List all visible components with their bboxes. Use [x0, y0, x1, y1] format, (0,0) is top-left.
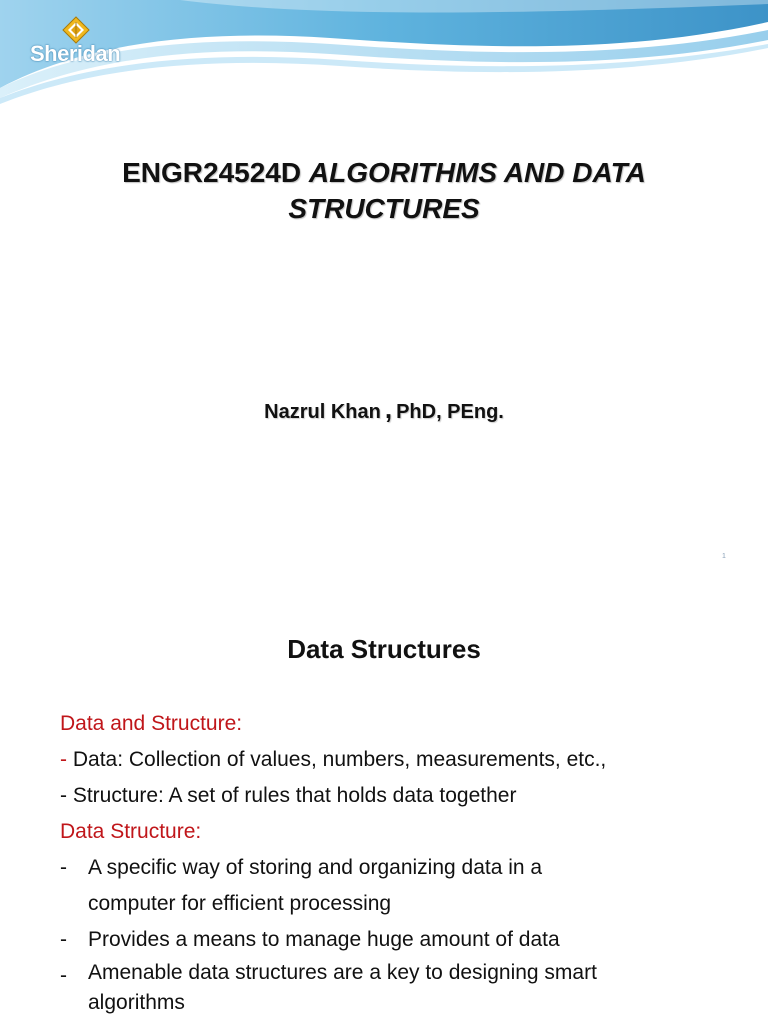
author-comma: ,	[384, 394, 393, 424]
list-dash: -	[60, 784, 67, 807]
list-item-text-line1: Amenable data structures are a key to designing smart	[88, 961, 597, 984]
list-item-text-line2: computer for efficient processing	[88, 892, 392, 915]
content-slide	[0, 588, 768, 1024]
list-item-text-line2: algorithms	[88, 991, 185, 1014]
list-item-text: Data: Collection of values, numbers, measurements, etc.,	[72, 748, 607, 771]
slide-heading: Data Structures	[287, 634, 481, 664]
list-item-structure	[60, 778, 750, 814]
slide-body	[60, 706, 750, 1018]
author-name: Nazrul Khan	[264, 401, 381, 423]
course-name-line1: ALGORITHMS AND DATA	[308, 157, 646, 188]
course-code: ENGR24524D	[122, 157, 302, 188]
section-title-data-and-structure: Data and Structure:	[60, 712, 243, 735]
author-line	[0, 394, 768, 425]
list-item-definition	[60, 850, 750, 922]
list-dash: -	[60, 748, 67, 771]
list-dash: -	[60, 928, 67, 951]
list-item-text-line1: A specific way of storing and organizing data in a	[88, 856, 543, 879]
slide-title	[84, 155, 684, 227]
list-item-manage-data	[60, 922, 750, 958]
author-credentials: PhD, PEng.	[396, 401, 504, 423]
sheridan-emblem-icon	[62, 16, 90, 44]
course-name-line2: STRUCTURES	[288, 193, 480, 224]
sheridan-logo	[30, 16, 150, 72]
sheridan-logo-text: Sheridan	[30, 41, 121, 66]
slide-number: 1	[722, 553, 726, 560]
list-item-smart-algorithms	[60, 958, 750, 1018]
list-item-data	[60, 742, 750, 778]
list-item-text: Structure: A set of rules that holds data together	[72, 784, 517, 807]
list-dash: -	[60, 856, 67, 879]
list-dash: -	[60, 964, 67, 987]
section-title-data-structure: Data Structure:	[60, 820, 202, 843]
list-item-text-line1: Provides a means to manage huge amount of data	[88, 928, 560, 951]
